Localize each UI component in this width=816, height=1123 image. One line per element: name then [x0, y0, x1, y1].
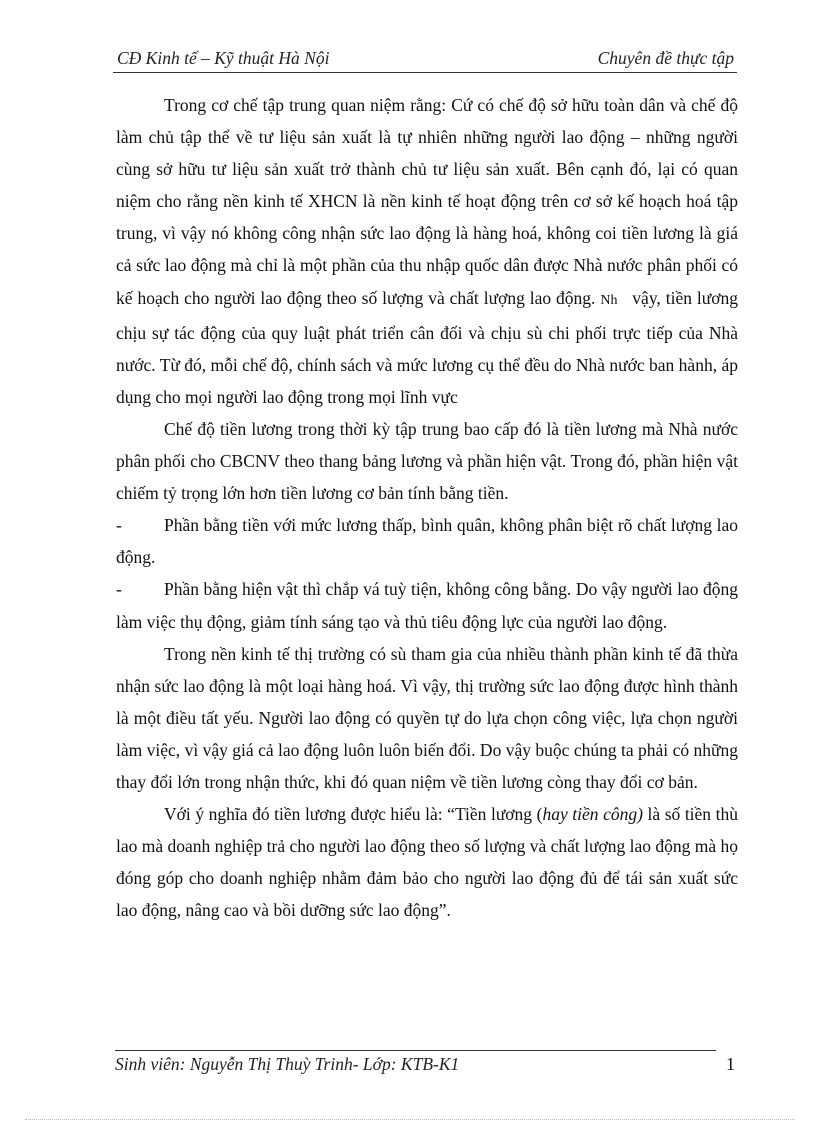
paragraph-text: Trong cơ chế tập trung quan niệm rằng: Cứ có chế độ sở hữu toàn dân và chế độ làm chủ tập thể về tư liệu sản xuất là tự nhiên những người lao động – những người cùng sở hữu tư liệu sản xuất trở thành chủ tư liệu sản xuất. Bên cạnh đó, lại có quan niệm cho rằng nền kinh tế XHCN là nền kinh tế hoạt động trên cơ sở kế hoạch hoá tập trung, vì vậy nó không công nhận sức lao động là hàng hoá, không coi tiền lương là giá cả sức lao động mà chỉ là một phần của thu nhập quốc dân được Nhà nước phân phối có kế hoạch cho người lao động theo số lượng và chất lượng lao động.	[116, 95, 738, 308]
paragraph-text: là số tiền thù lao mà doanh nghiệp trả cho người lao động theo số lượng và chất lượng lao động mà họ đóng góp cho doanh nghiệp nhằm đảm bảo cho người lao động đủ để tái sản xuất sức lao động, nâng cao và bồi dưỡng sức lao động”.	[116, 804, 738, 921]
bullet-dash: -	[116, 515, 122, 536]
page-footer	[115, 1054, 737, 1078]
paragraph-centralized-mechanism	[116, 89, 738, 413]
bullet-text: Phần bằng hiện vật thì chắp vá tuỳ tiện, không công bằng. Do vậy người lao động làm việc thụ động, giảm tính sáng tạo và thủ tiêu động lực của người lao động.	[116, 579, 738, 632]
paragraph-text: vậy, tiền lương chịu sự tác động của quy luật phát triển cân đối và chịu sù chi phối trực tiếp của Nhà nước. Từ đó, mỗi chế độ, chính sách và mức lương cụ thể đều do Nhà nước ban hành, áp dụng cho mọi người lao động trong mọi lĩnh vực	[116, 287, 739, 407]
header-rule	[113, 72, 737, 73]
bullet-text: Phần bằng tiền với mức lương thấp, bình quân, không phân biệt rõ chất lượng lao động.	[116, 515, 738, 568]
paragraph-subsidy-regime: Chế độ tiền lương trong thời kỳ tập trung bao cấp đó là tiền lương mà Nhà nước phân phối cho CBCNV theo thang bảng lương và phần hiện vật. Trong đó, phần hiện vật chiếm tỷ trọng lớn hơn tiền lương cơ bản tính bằng tiền.	[116, 418, 738, 504]
page-bottom-dotted-line	[25, 1119, 795, 1120]
page-number: 1	[726, 1054, 735, 1074]
header-document-type: Chuyên đề thực tập	[597, 48, 734, 68]
header-institution: CĐ Kinh tế – Kỹ thuật Hà Nội	[117, 48, 330, 68]
paragraph-text: Với ý nghĩa đó tiền lương được hiểu là: “Tiền lương (	[164, 804, 543, 825]
bullet-dash: -	[116, 579, 122, 600]
bullet-cash-portion	[116, 509, 738, 573]
page-header	[113, 48, 736, 72]
footer-student-info: Sinh viên: Nguyễn Thị Thuỳ Trinh- Lớp: KTB-K1	[115, 1054, 460, 1074]
footer-rule	[115, 1050, 716, 1051]
bullet-in-kind-portion	[116, 573, 738, 637]
paragraph-market-economy: Trong nền kinh tế thị trường có sù tham gia của nhiều thành phần kinh tế đã thừa nhận sức lao động là một loại hàng hoá. Vì vậy, thị trường sức lao động được hình thành là một điều tất yếu. Người lao động có quyền tự do lựa chọn công việc, lựa chọn người làm việc, vì vậy giá cả lao động luôn luôn biến đổi. Do vậy buộc chúng ta phải có những thay đổi lớn trong nhận thức, khi đó quan niệm về tiền lương còng thay đổi cơ bản.	[116, 643, 738, 792]
document-body	[116, 89, 738, 926]
paragraph-fragment: Nh	[600, 292, 618, 308]
paragraph-wage-definition	[116, 798, 738, 926]
emphasis-text: hay tiền công)	[542, 804, 643, 825]
